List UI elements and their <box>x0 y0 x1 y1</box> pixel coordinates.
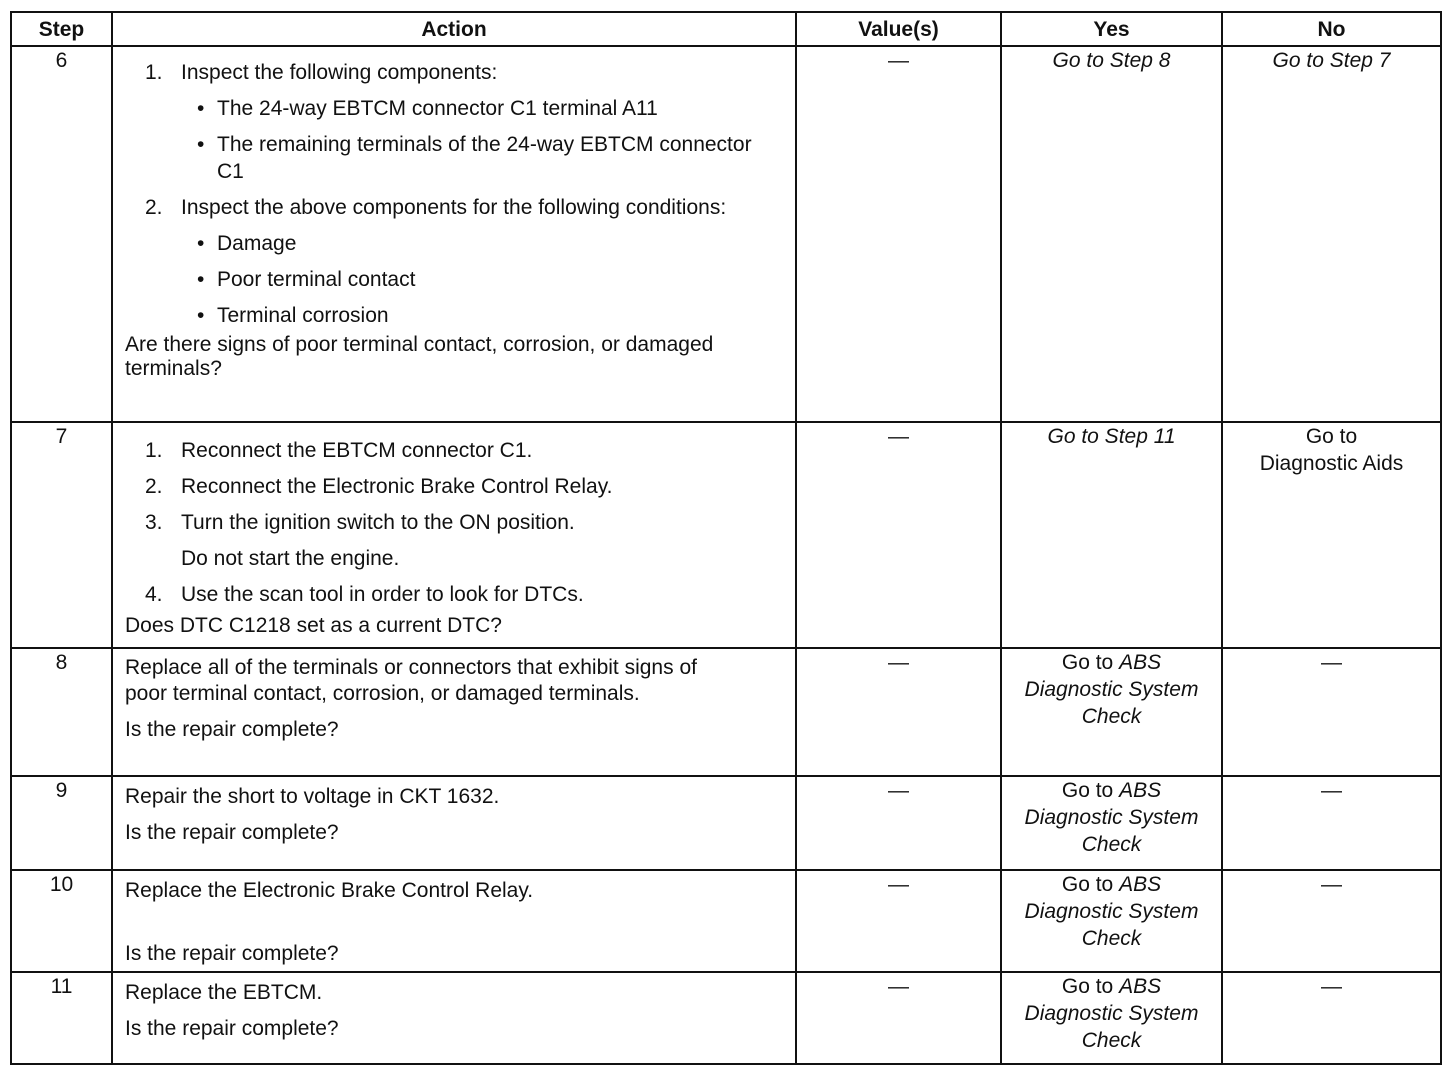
yes-link-target: ABS Diagnostic System Check <box>1024 975 1199 1052</box>
yes-link[interactable]: Go to Step 11 <box>1047 425 1176 448</box>
value-cell: — <box>796 422 1001 648</box>
action-cell <box>112 422 796 648</box>
no-cell: — <box>1222 776 1441 870</box>
yes-cell <box>1001 46 1222 422</box>
bullet-text: The remaining terminals of the 24-way EBTCM connector C1 <box>217 133 752 183</box>
value-cell: — <box>796 972 1001 1064</box>
value-cell: — <box>796 648 1001 776</box>
no-link[interactable] <box>1223 423 1440 483</box>
bullet-text: Terminal corrosion <box>217 304 389 327</box>
list-item-note: Do not start the engine. <box>181 547 400 570</box>
list-number: 2. <box>145 475 163 498</box>
bullet-marker: • <box>197 268 205 291</box>
list-item-text: Inspect the following components: <box>181 61 498 84</box>
action-text: Replace all of the terminals or connectors that exhibit signs of poor terminal contact, corrosion, or damaged terminals. <box>125 656 697 705</box>
bullet-item <box>125 131 785 185</box>
yes-cell <box>1001 776 1222 870</box>
question-text: Is the repair complete? <box>125 1017 339 1040</box>
list-number: 2. <box>145 196 163 219</box>
list-item <box>125 194 785 221</box>
list-number: 3. <box>145 511 163 534</box>
yes-link[interactable] <box>1022 973 1202 1054</box>
question-text: Is the repair complete? <box>125 821 339 844</box>
no-link[interactable]: Go to Step 7 <box>1272 49 1391 72</box>
list-item <box>125 473 785 500</box>
list-item-text: Reconnect the Electronic Brake Control Relay. <box>181 475 613 498</box>
header-yes: Yes <box>1001 12 1222 46</box>
action-cell <box>112 648 796 776</box>
header-values: Value(s) <box>796 12 1001 46</box>
no-cell <box>1222 46 1441 422</box>
yes-link-target: ABS Diagnostic System Check <box>1024 779 1199 856</box>
bullet-text: Damage <box>217 232 297 255</box>
table-row-step-11 <box>11 972 1441 1064</box>
step-number: 8 <box>11 648 112 776</box>
list-item <box>125 59 785 86</box>
yes-cell <box>1001 972 1222 1064</box>
value-cell: — <box>796 776 1001 870</box>
yes-cell <box>1001 870 1222 972</box>
list-item-text: Inspect the above components for the following conditions: <box>181 196 727 219</box>
step-number: 10 <box>11 870 112 972</box>
table-row-step-8 <box>11 648 1441 776</box>
table-row-step-6 <box>11 46 1441 422</box>
header-action: Action <box>112 12 796 46</box>
action-text: Repair the short to voltage in CKT 1632. <box>125 785 500 808</box>
step-number: 11 <box>11 972 112 1064</box>
table-row-step-7 <box>11 422 1441 648</box>
bullet-marker: • <box>197 133 205 156</box>
yes-link-prefix: Go to <box>1061 873 1120 896</box>
value-cell: — <box>796 870 1001 972</box>
list-item-text: Use the scan tool in order to look for DTCs. <box>181 583 584 606</box>
yes-cell <box>1001 648 1222 776</box>
step-number: 7 <box>11 422 112 648</box>
list-item-text: Reconnect the EBTCM connector C1. <box>181 439 533 462</box>
action-text: Replace the EBTCM. <box>125 981 323 1004</box>
yes-cell <box>1001 422 1222 648</box>
yes-link-prefix: Go to <box>1061 779 1120 802</box>
no-cell: — <box>1222 870 1441 972</box>
question-text: Does DTC C1218 set as a current DTC? <box>125 614 502 637</box>
no-link-line1: Go to <box>1305 425 1358 448</box>
no-cell: — <box>1222 972 1441 1064</box>
diagnostic-table-container <box>10 11 1442 1065</box>
list-item <box>125 509 785 536</box>
table-row-step-10 <box>11 870 1441 972</box>
yes-link-target: ABS Diagnostic System Check <box>1024 651 1199 728</box>
list-item <box>125 437 785 464</box>
action-text: Replace the Electronic Brake Control Relay. <box>125 879 534 902</box>
no-cell: — <box>1222 648 1441 776</box>
yes-link-target: ABS Diagnostic System Check <box>1024 873 1199 950</box>
bullet-marker: • <box>197 232 205 255</box>
action-cell <box>112 870 796 972</box>
list-number: 4. <box>145 583 163 606</box>
action-cell <box>112 972 796 1064</box>
bullet-item <box>125 95 785 122</box>
action-cell <box>112 46 796 422</box>
list-number: 1. <box>145 61 163 84</box>
no-link-line2: Diagnostic Aids <box>1259 452 1404 475</box>
no-cell <box>1222 422 1441 648</box>
header-no: No <box>1222 12 1441 46</box>
header-row <box>11 12 1441 46</box>
step-number: 6 <box>11 46 112 422</box>
yes-link[interactable] <box>1022 649 1202 730</box>
question-text: Is the repair complete? <box>125 718 339 741</box>
yes-link[interactable] <box>1022 777 1202 858</box>
value-cell: — <box>796 46 1001 422</box>
list-item-text: Turn the ignition switch to the ON position. <box>181 511 575 534</box>
yes-link-prefix: Go to <box>1061 975 1120 998</box>
list-item <box>125 581 785 608</box>
step-number: 9 <box>11 776 112 870</box>
yes-link[interactable]: Go to Step 8 <box>1052 49 1171 72</box>
bullet-marker: • <box>197 97 205 120</box>
yes-link-prefix: Go to <box>1061 651 1120 674</box>
bullet-marker: • <box>197 304 205 327</box>
bullet-text: Poor terminal contact <box>217 268 416 291</box>
yes-link[interactable] <box>1022 871 1202 952</box>
bullet-text: The 24-way EBTCM connector C1 terminal A11 <box>217 97 658 120</box>
action-cell <box>112 776 796 870</box>
question-text: Are there signs of poor terminal contact, corrosion, or damaged terminals? <box>125 333 714 380</box>
bullet-item <box>125 230 785 257</box>
list-number: 1. <box>145 439 163 462</box>
question-text: Is the repair complete? <box>125 942 339 965</box>
header-step: Step <box>11 12 112 46</box>
diagnostic-table <box>10 11 1442 1065</box>
table-row-step-9 <box>11 776 1441 870</box>
bullet-item <box>125 266 785 293</box>
bullet-item <box>125 302 785 329</box>
